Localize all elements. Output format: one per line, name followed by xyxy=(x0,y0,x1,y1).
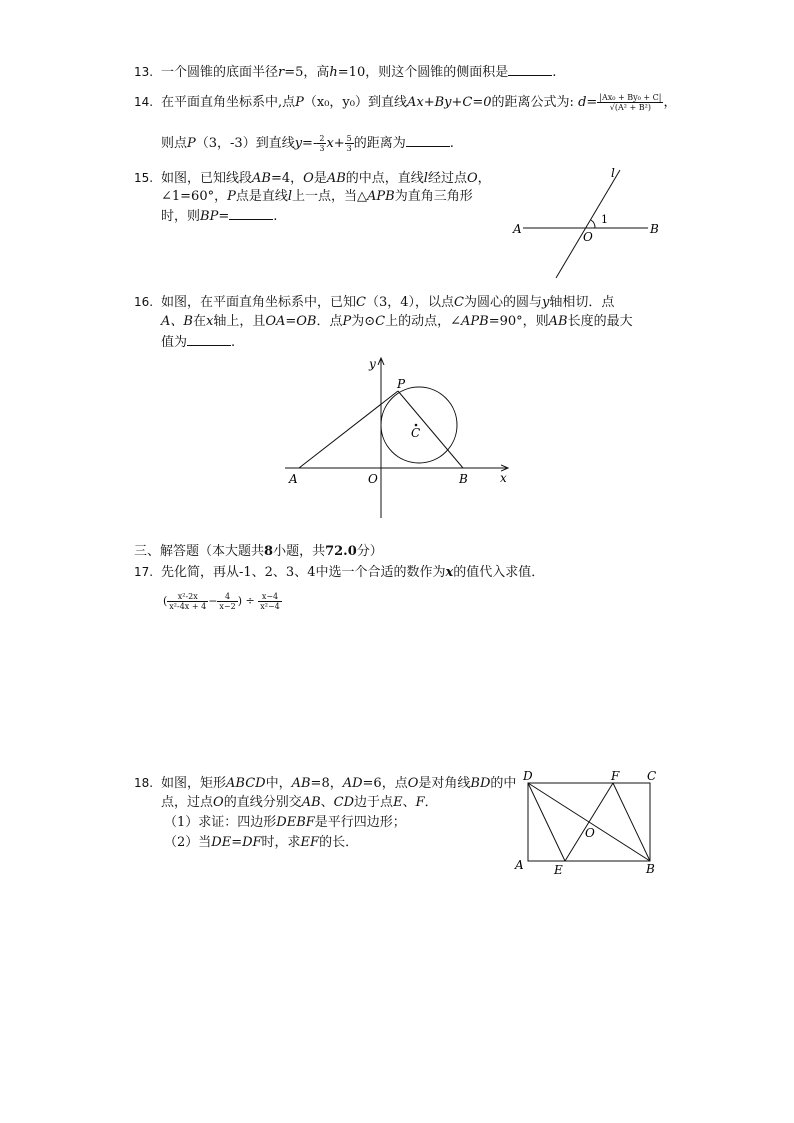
question-number: 13. xyxy=(134,65,154,79)
label-c: C xyxy=(411,426,421,440)
segment-ef xyxy=(565,783,613,861)
question-number: 14. xyxy=(134,95,154,109)
question-17: 17. 先化简，再从-1、2、3、4中选一个合适的数作为x的值代入求值． xyxy=(134,565,545,580)
circle-c xyxy=(381,387,457,463)
answer-blank[interactable] xyxy=(508,63,552,76)
label-c: C xyxy=(647,769,657,783)
question-15-line2: ∠1=60°，P点是直线l上一点，当△APB为直角三角形 xyxy=(161,189,473,204)
q17-expression: ( $\frac{\text{x²-2x}}{\text{x²-4x + 4}}$ − $\frac{4}{x-2}$ ) ÷ $\frac{x-4}{\text{x²−4}}$ xyxy=(163,592,280,611)
question-number: 16. xyxy=(134,295,154,309)
segment-pb xyxy=(398,391,463,468)
answer-blank[interactable] xyxy=(229,207,273,220)
question-18-part1: （1）求证：四边形DEBF是平行四边形； xyxy=(164,815,406,830)
question-number: 15. xyxy=(134,171,154,185)
section-heading: 三、解答题（本大题共8小题，共72.0分） xyxy=(134,544,383,559)
question-number: 17. xyxy=(134,565,154,579)
answer-blank[interactable] xyxy=(187,333,231,346)
question-13: 13. 一个圆锥的底面半径r=5，高h=10，则这个圆锥的侧面积是 . xyxy=(134,65,557,80)
label-b: B xyxy=(646,862,655,876)
label-o: O xyxy=(368,472,378,486)
segment-ap xyxy=(299,391,398,468)
line-l xyxy=(556,170,620,278)
label-x: x xyxy=(500,471,507,485)
question-16-line3: 值为 . xyxy=(161,335,236,350)
label-e: E xyxy=(554,863,563,877)
question-16-line2: A、B在x轴上，且OA=OB．点P为⊙C上的动点，∠APB=90°，则AB长度的最大 xyxy=(161,314,633,329)
label-a: A xyxy=(289,472,298,486)
label-b: B xyxy=(459,472,468,486)
label-b: B xyxy=(650,222,659,236)
label-a: A xyxy=(515,858,524,872)
q18-figure xyxy=(512,766,672,880)
question-14-line1: 14. 在平面直角坐标系中,点P（x₀，y₀）到直线Ax+By+C=0的距离公式为: d= $\frac{\text{|Ax₀ + By₀ + C|}}{\text{√(A² + B²)}}$ ， xyxy=(134,93,677,112)
label-f: F xyxy=(611,769,620,783)
label-y: y xyxy=(369,357,376,371)
label-a: A xyxy=(513,222,522,236)
label-o: O xyxy=(583,230,593,244)
angle-1-arc xyxy=(591,220,595,228)
question-18-part2: （2）当DE=DF时，求EF的长． xyxy=(164,835,359,850)
label-l: l xyxy=(611,166,615,180)
question-18-line1: 18. 如图，矩形ABCD中，AB=8，AD=6，点O是对角线BD的中 xyxy=(134,776,517,791)
question-number: 18. xyxy=(134,776,154,790)
question-16-line1: 16. 如图，在平面直角坐标系中，已知C（3，4），以点C为圆心的圆与y轴相切．点 xyxy=(134,295,615,310)
question-15-line3: 时，则BP= . xyxy=(161,209,278,224)
label-p: P xyxy=(397,377,406,391)
label-1: 1 xyxy=(601,213,608,226)
question-18-line2: 点，过点O的直线分别交AB、CD边于点E、F． xyxy=(161,795,438,810)
question-15-line1: 15. 如图，已知线段AB=4，O是AB的中点，直线l经过点O， xyxy=(134,171,491,186)
q16-figure xyxy=(280,352,520,522)
label-d: D xyxy=(523,769,533,783)
answer-blank[interactable] xyxy=(406,134,450,147)
distance-formula: $\frac{\text{|Ax₀ + By₀ + C|}}{\text{√(A² + B²)}}$ xyxy=(599,93,662,112)
q15-figure xyxy=(508,165,668,283)
question-14-line2: 则点P（3，-3）到直线y=- $\frac{2}{3}$ x+ $\frac{5}{3}$ 的距离为 . xyxy=(161,134,454,153)
label-o: O xyxy=(585,826,595,840)
